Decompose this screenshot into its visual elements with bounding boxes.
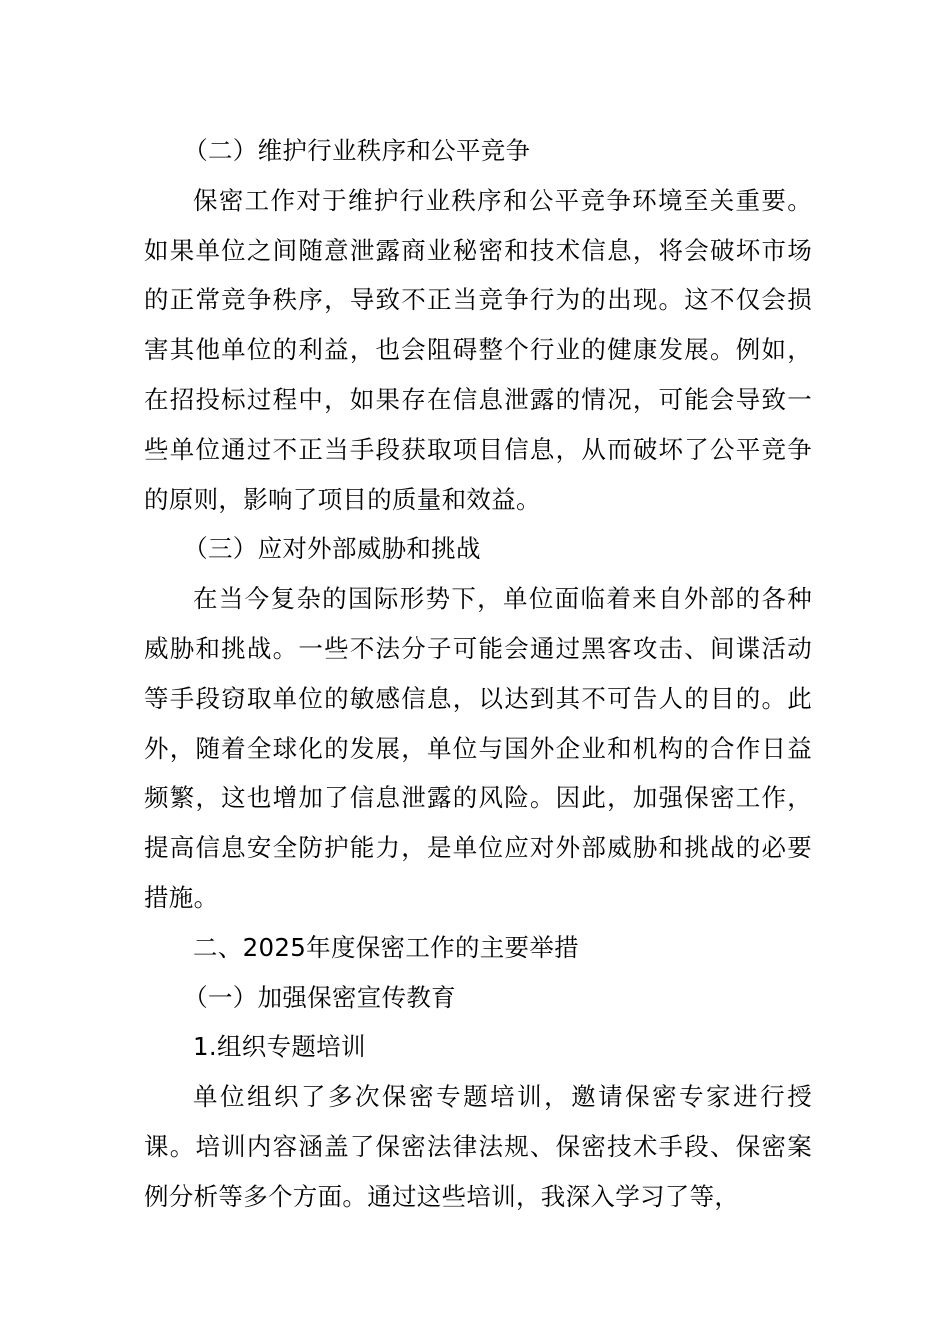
chapter-heading-2: 二、2025年度保密工作的主要举措 bbox=[193, 932, 579, 962]
section-heading-2: （二）维护行业秩序和公平竞争 bbox=[183, 136, 531, 165]
subsection-heading-1: 1.组织专题培训 bbox=[193, 1032, 366, 1062]
section-heading-3: （三）应对外部威胁和挑战 bbox=[183, 534, 481, 564]
paragraph-industry-order: 保密工作对于维护行业秩序和公平竞争环境至关重要。如果单位之间随意泄露商业秘密和技术信息，将会破坏市场的正常竞争秩序，导致不正当竞争行为的出现。这不仅会损害其他单位的利益，也会阻碍整个行业的健康发展。例如，在招投标过程中，如果存在信息泄露的情况，可能会导致一些单位通过不正当手段获取项目信息，从而破坏了公平竞争的原则，影响了项目的质量和效益。 bbox=[144, 185, 812, 514]
paragraph-external-threats: 在当今复杂的国际形势下，单位面临着来自外部的各种威胁和挑战。一些不法分子可能会通过黑客攻击、间谍活动等手段窃取单位的敏感信息，以达到其不可告人的目的。此外，随着全球化的发展，单位与国外企业和机构的合作日益频繁，这也增加了信息泄露的风险。因此，加强保密工作，提高信息安全防护能力，是单位应对外部威胁和挑战的必要措施。 bbox=[144, 584, 812, 912]
section-heading-1: （一）加强保密宣传教育 bbox=[183, 982, 456, 1012]
paragraph-training: 单位组织了多次保密专题培训，邀请保密专家进行授课。培训内容涵盖了保密法律法规、保密技术手段、保密案例分析等多个方面。通过这些培训，我深入学习了等， bbox=[144, 1082, 812, 1211]
document-body bbox=[144, 126, 812, 1222]
